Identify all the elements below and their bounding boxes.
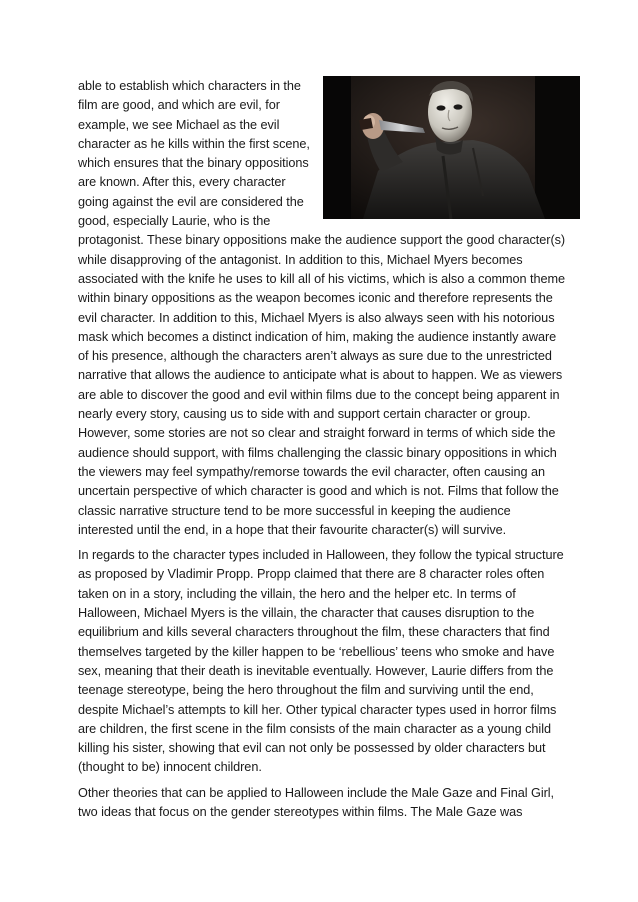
masked-figure-illustration: [323, 76, 580, 219]
masked-figure-photo: [323, 76, 580, 219]
body-paragraph: able to establish which characters in the film are good, and which are evil, for example, we see Michael as the evil character as he kills within the first scene, which ensures that the binary oppositions are known. After this, every character going against the evil are considered the good, especially Laurie, who is the protagonist. These binary oppositions make the audience support the good character(s) while disapproving of the antagonist. In addition to this, Michael Myers becomes associated with the knife he uses to kill all of his victims, which is also a common theme within binary oppositions as the weapon becomes iconic and therefore represents the evil character. In addition to this, Michael Myers is also always seen with his notorious mask which becomes a distinct indication of him, making the audience instantly aware of his presence, although the characters aren’t always as sure due to the unrestricted narrative that allows the audience to anticipate what is about to happen. We as viewers are able to discover the good and evil within films due to the concept being apparent in nearly every story, causing us to side with and support certain character or group. However, some stories are not so clear and straight forward in terms of which side the audience should support, with films challenging the classic binary oppositions in which the viewers may feel sympathy/remorse towards the evil character, often causing an uncertain perspective of which character is good and which is not. Films that follow the classic narrative structure tend to be more successful in keeping the audience interested until the end, in a hope that their favourite character(s) will survive.: [78, 79, 566, 537]
document-page: [78, 77, 568, 828]
body-paragraph: In regards to the character types included in Halloween, they follow the typical structure as proposed by Vladimir Propp. Propp claimed that there are 8 character roles often taken on in a story, including the villain, the hero and the helper etc. In terms of Halloween, Michael Myers is the villain, the character that causes disruption to the equilibrium and kills several characters throughout the film, these characters that find themselves targeted by the killer happen to be ‘rebellious’ teens who smoke and have sex, meaning that their death is inevitable eventually. However, Laurie differs from the teenage stereotype, being the hero throughout the film and surviving until the end, despite Michael’s attempts to kill her. Other typical character types used in horror films are children, the first scene in the film consists of the main character as a young child killing his sister, showing that evil can not only be possessed by older characters but (thought to be) innocent children.: [78, 548, 564, 775]
body-paragraph: Other theories that can be applied to Halloween include the Male Gaze and Final Girl, two ideas that focus on the gender stereotypes within films. The Male Gaze was: [78, 785, 555, 819]
